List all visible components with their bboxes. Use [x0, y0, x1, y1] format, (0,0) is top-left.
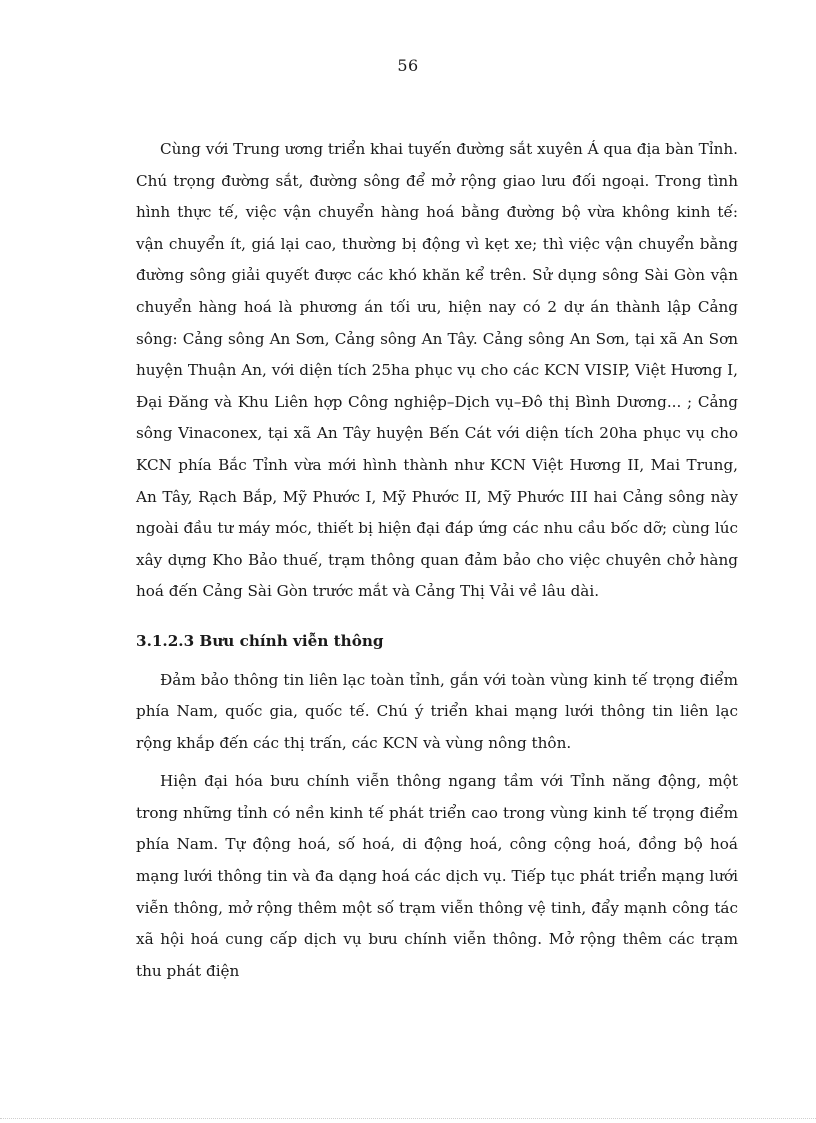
- paragraph-gap: [136, 608, 738, 615]
- paragraph-transport: Cùng với Trung ương triển khai tuyến đường sắt xuyên Á qua địa bàn Tỉnh. Chú trọng đường sắt, đường sông để mở rộng giao lưu đối ngoại. Trong tình hình thực tế, việc vận chuyển hàng hoá bằng đường bộ vừa không kinh tế: vận chuyển ít, giá lại cao, thường bị động vì kẹt xe; thì việc vận chuyển bằng đường sông giải quyết được các khó khăn kể trên. Sử dụng sông Sài Gòn vận chuyển hàng hoá là phương án tối ưu, hiện nay có 2 dự án thành lập Cảng sông: Cảng sông An Sơn, Cảng sông An Tây. Cảng sông An Sơn, tại xã An Sơn huyện Thuận An, với diện tích 25ha phục vụ cho các KCN VISIP, Việt Hương I, Đại Đăng và Khu Liên hợp Công nghiệp–Dịch vụ–Đô thị Bình Dương... ; Cảng sông Vinaconex, tại xã An Tây huyện Bến Cát với diện tích 20ha phục vụ cho KCN phía Bắc Tỉnh vừa mới hình thành như KCN Việt Hương II, Mai Trung, An Tây, Rạch Bắp, Mỹ Phước I, Mỹ Phước II, Mỹ Phước III hai Cảng sông này ngoài đầu tư máy móc, thiết bị hiện đại đáp ứng các nhu cầu bốc dỡ; cùng lúc xây dựng Kho Bảo thuế, trạm thông quan đảm bảo cho việc chuyên chở hàng hoá đến Cảng Sài Gòn trước mắt và Cảng Thị Vải về lâu dài.: [136, 140, 738, 601]
- paragraph-modernization: Hiện đại hóa bưu chính viễn thông ngang tầm với Tỉnh năng động, một trong những tỉnh có nền kinh tế phát triển cao trong vùng kinh tế trọng điểm phía Nam. Tự động hoá, số hoá, di động hoá, công cộng hoá, đồng bộ hoá mạng lưới thông tin và đa dạng hoá các dịch vụ. Tiếp tục phát triển mạng lưới viễn thông, mở rộng thêm một số trạm viễn thông vệ tinh, đẩy mạnh công tác xã hội hoá cung cấp dịch vụ bưu chính viễn thông. Mở rộng thêm các trạm thu phát điện: [136, 772, 738, 980]
- page-bottom-rule: [0, 1118, 816, 1119]
- paragraph-gap: [136, 759, 738, 766]
- page-number: 56: [397, 56, 419, 75]
- paragraph-communication-goal: Đảm bảo thông tin liên lạc toàn tỉnh, gắn với toàn vùng kinh tế trọng điểm phía Nam, quốc gia, quốc tế. Chú ý triển khai mạng lưới thông tin liên lạc rộng khắp đến các thị trấn, các KCN và vùng nông thôn.: [136, 670, 738, 752]
- section-heading: 3.1.2.3 Bưu chính viễn thông: [136, 631, 384, 650]
- document-body: [136, 134, 738, 987]
